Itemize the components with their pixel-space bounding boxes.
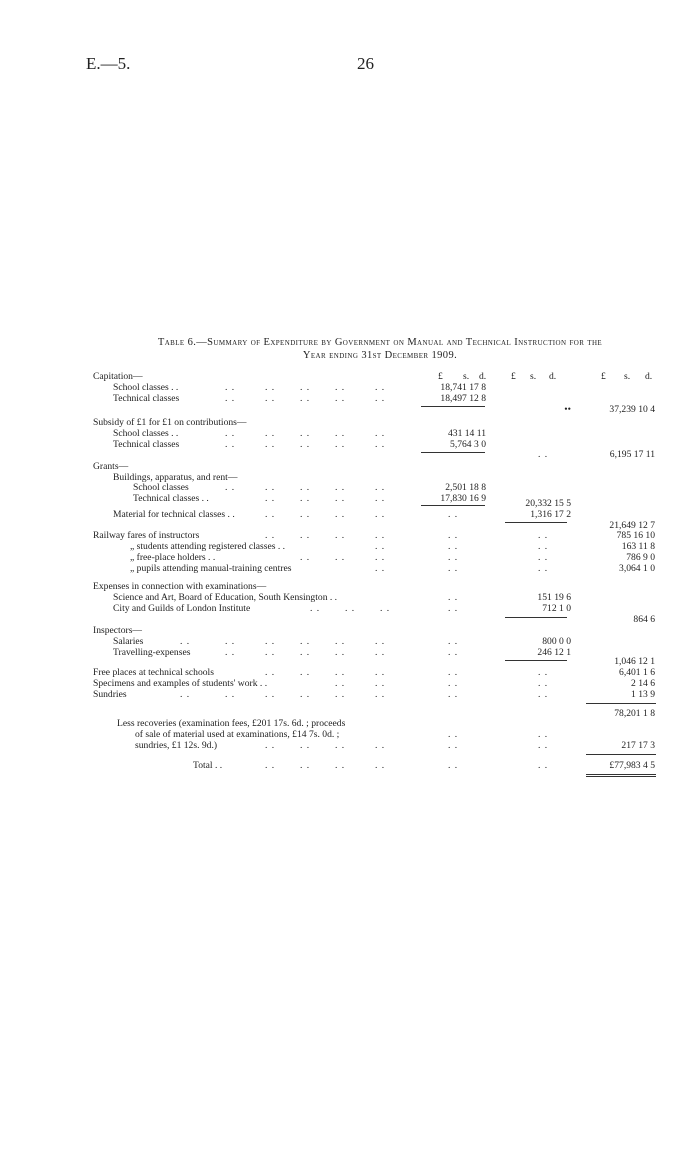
leader-dots: . . bbox=[300, 382, 311, 393]
leader-dots: . . bbox=[538, 449, 549, 460]
column-1-value: 2,501 18 8 bbox=[445, 482, 486, 493]
row-label: Expenses in connection with examinations— bbox=[93, 581, 267, 592]
column-1-value: 5,764 3 0 bbox=[450, 439, 486, 450]
row-label: „ students attending registered classes . . bbox=[130, 541, 286, 552]
row-label: of sale of material used at examinations, £14 7s. 0d. ; bbox=[135, 729, 340, 740]
row-label: School classes . . bbox=[113, 428, 179, 439]
column-2-value: 20,332 15 5 bbox=[525, 498, 571, 509]
table-row bbox=[0, 541, 700, 552]
leader-dots: . . bbox=[375, 439, 386, 450]
leader-dots: . . bbox=[335, 393, 346, 404]
leader-dots: . . bbox=[265, 667, 276, 678]
column-1-value: 431 14 11 bbox=[447, 428, 486, 439]
rule bbox=[586, 754, 656, 755]
total-value: £77,983 4 5 bbox=[609, 760, 655, 771]
leader-dots: . . bbox=[335, 678, 346, 689]
leader-dots: . . bbox=[335, 509, 346, 520]
column-2-value: 246 12 1 bbox=[537, 647, 571, 658]
table-row bbox=[0, 482, 700, 493]
table-row bbox=[0, 614, 700, 625]
column-3-value: 1,046 12 1 bbox=[614, 656, 655, 667]
leader-dots: . . bbox=[310, 603, 321, 614]
page-number: 26 bbox=[357, 54, 374, 73]
row-label: Less recoveries (examination fees, £201 17s. 6d. ; proceeds bbox=[117, 718, 346, 729]
leader-dots: . . bbox=[225, 647, 236, 658]
leader-dots: . . bbox=[375, 530, 386, 541]
column-3-value: 163 11 8 bbox=[621, 541, 655, 552]
column-2-value: 800 0 0 bbox=[542, 636, 571, 647]
leader-dots: . . bbox=[375, 493, 386, 504]
leader-dots: . . bbox=[300, 482, 311, 493]
total-label: Total . . bbox=[193, 760, 223, 771]
row-label: Subsidy of £1 for £1 on contributions— bbox=[93, 417, 247, 428]
row-label: Sundries bbox=[93, 689, 127, 700]
double-rule bbox=[586, 774, 656, 777]
table-row bbox=[0, 718, 700, 729]
leader-dots: . . bbox=[265, 393, 276, 404]
column-3-value: 217 17 3 bbox=[621, 740, 655, 751]
leader-dots: . . bbox=[375, 740, 386, 751]
row-label: School classes . . bbox=[113, 382, 179, 393]
leader-dots: . . bbox=[538, 729, 549, 740]
table-row bbox=[0, 498, 700, 509]
table-row bbox=[0, 509, 700, 520]
leader-dots: . . bbox=[300, 439, 311, 450]
leader-dots: . . bbox=[375, 647, 386, 658]
shilling-header: s. bbox=[463, 371, 470, 382]
leader-dots: . . bbox=[448, 647, 459, 658]
leader-dots: . . bbox=[375, 428, 386, 439]
row-label: Material for technical classes . . bbox=[113, 509, 235, 520]
leader-dots: . . bbox=[345, 603, 356, 614]
column-2-value: 1,316 17 2 bbox=[530, 509, 571, 520]
table-row bbox=[0, 530, 700, 541]
leader-dots: . . bbox=[538, 760, 549, 771]
row-label: Technical classes bbox=[113, 439, 180, 450]
leader-dots: . . bbox=[448, 678, 459, 689]
leader-dots: . . bbox=[335, 647, 346, 658]
table-row bbox=[0, 371, 700, 382]
leader-dots: . . bbox=[448, 530, 459, 541]
column-3-value: 864 6 bbox=[633, 614, 655, 625]
leader-dots: . . bbox=[225, 689, 236, 700]
table-row bbox=[0, 667, 700, 678]
leader-dots: . . bbox=[225, 428, 236, 439]
leader-dots: . . bbox=[300, 760, 311, 771]
leader-dots: . . bbox=[335, 552, 346, 563]
leader-dots: . . bbox=[300, 647, 311, 658]
row-label: Grants— bbox=[93, 461, 129, 472]
leader-dots: . . bbox=[265, 428, 276, 439]
leader-dots: . . bbox=[335, 740, 346, 751]
leader-dots: . . bbox=[448, 541, 459, 552]
pence-header: d. bbox=[549, 371, 557, 382]
leader-dots: . . bbox=[300, 636, 311, 647]
leader-dots: . . bbox=[375, 552, 386, 563]
row-label: Inspectors— bbox=[93, 625, 143, 636]
leader-dots: . . bbox=[448, 636, 459, 647]
leader-dots: . . bbox=[448, 552, 459, 563]
leader-dots: . . bbox=[375, 393, 386, 404]
leader-dots: . . bbox=[448, 667, 459, 678]
leader-dots: . . bbox=[335, 482, 346, 493]
leader-dots: . . bbox=[538, 678, 549, 689]
pence-header: d. bbox=[645, 371, 653, 382]
table-row bbox=[0, 404, 700, 415]
leader-dots: . . bbox=[448, 729, 459, 740]
leader-dots: . . bbox=[538, 530, 549, 541]
table-title-line2: Year ending 31st December 1909. bbox=[302, 350, 458, 361]
leader-dots: . . bbox=[225, 482, 236, 493]
row-label: Technical classes bbox=[113, 393, 180, 404]
pence-header: d. bbox=[479, 371, 487, 382]
column-3-value: 785 16 10 bbox=[616, 530, 655, 541]
table-row bbox=[0, 603, 700, 614]
column-3-value: 1 13 9 bbox=[631, 689, 655, 700]
table-row bbox=[0, 449, 700, 460]
row-label: School classes bbox=[133, 482, 189, 493]
leader-dots: . . bbox=[335, 428, 346, 439]
leader-dots: . . bbox=[375, 667, 386, 678]
column-2-value: 712 1 0 bbox=[542, 603, 571, 614]
leader-dots: . . bbox=[335, 636, 346, 647]
row-label: Travelling-expenses bbox=[113, 647, 191, 658]
row-label: „ free-place holders . . bbox=[130, 552, 216, 563]
leader-dots: . . bbox=[265, 439, 276, 450]
leader-dots: . . bbox=[448, 509, 459, 520]
leader-dots: . . bbox=[375, 509, 386, 520]
leader-dots: . . bbox=[375, 541, 386, 552]
leader-dots: . . bbox=[265, 493, 276, 504]
leader-dots: . . bbox=[380, 603, 391, 614]
table-row bbox=[0, 461, 700, 472]
leader-dots: . . bbox=[375, 563, 386, 574]
leader-dots: . . bbox=[335, 667, 346, 678]
row-label: „ pupils attending manual-training centres bbox=[130, 563, 292, 574]
pound-header: £ bbox=[438, 371, 443, 382]
leader-dots: . . bbox=[375, 382, 386, 393]
row-label: Technical classes . . bbox=[133, 493, 209, 504]
leader-dots: . . bbox=[265, 647, 276, 658]
leader-dots: . . bbox=[300, 740, 311, 751]
row-label: Capitation— bbox=[93, 371, 143, 382]
table-row bbox=[0, 428, 700, 439]
leader-dots: . . bbox=[375, 689, 386, 700]
table-row bbox=[0, 417, 700, 428]
table-row bbox=[0, 393, 700, 404]
table-row bbox=[0, 592, 700, 603]
leader-dots: . . bbox=[300, 530, 311, 541]
column-1-value: 17,830 16 9 bbox=[440, 493, 486, 504]
table-row bbox=[0, 740, 700, 751]
row-label: Science and Art, Board of Education, South Kensington . . bbox=[113, 592, 338, 603]
column-3-value: 37,239 10 4 bbox=[609, 404, 655, 415]
leader-dots: . . bbox=[335, 382, 346, 393]
column-1-value: 18,497 12 8 bbox=[440, 393, 486, 404]
leader-dots: . . bbox=[300, 393, 311, 404]
leader-dots: . . bbox=[448, 689, 459, 700]
leader-dots: . . bbox=[300, 689, 311, 700]
leader-dots: . . bbox=[180, 689, 191, 700]
leader-dots: . . bbox=[375, 482, 386, 493]
column-3-value: 78,201 1 8 bbox=[614, 708, 655, 719]
leader-dots: . . bbox=[538, 740, 549, 751]
leader-dots: . . bbox=[448, 760, 459, 771]
table-title: Table 6.—Summary of Expenditure by Government on Manual and Technical Instruction for the bbox=[157, 337, 603, 348]
row-label: City and Guilds of London Institute bbox=[113, 603, 251, 614]
column-2-value: •• bbox=[564, 404, 571, 415]
leader-dots: . . bbox=[300, 509, 311, 520]
shilling-header: s. bbox=[624, 371, 631, 382]
leader-dots: . . bbox=[375, 760, 386, 771]
leader-dots: . . bbox=[300, 552, 311, 563]
row-label: sundries, £1 12s. 9d.) bbox=[135, 740, 218, 751]
leader-dots: . . bbox=[538, 563, 549, 574]
rule bbox=[586, 703, 656, 704]
leader-dots: . . bbox=[335, 439, 346, 450]
table-row bbox=[0, 552, 700, 563]
leader-dots: . . bbox=[538, 689, 549, 700]
leader-dots: . . bbox=[335, 530, 346, 541]
leader-dots: . . bbox=[375, 678, 386, 689]
column-1-value: 18,741 17 8 bbox=[440, 382, 486, 393]
leader-dots: . . bbox=[538, 541, 549, 552]
table-row bbox=[0, 625, 700, 636]
leader-dots: . . bbox=[265, 689, 276, 700]
column-3-value: 2 14 6 bbox=[631, 678, 655, 689]
leader-dots: . . bbox=[448, 563, 459, 574]
table-row bbox=[0, 382, 700, 393]
pound-header: £ bbox=[601, 371, 606, 382]
leader-dots: . . bbox=[265, 382, 276, 393]
column-3-value: 6,401 1 6 bbox=[619, 667, 655, 678]
document-code: E.—5. bbox=[86, 54, 131, 73]
leader-dots: . . bbox=[300, 428, 311, 439]
table-row bbox=[0, 729, 700, 740]
table-row bbox=[0, 581, 700, 592]
leader-dots: . . bbox=[448, 592, 459, 603]
leader-dots: . . bbox=[538, 667, 549, 678]
leader-dots: . . bbox=[225, 439, 236, 450]
leader-dots: . . bbox=[448, 603, 459, 614]
leader-dots: . . bbox=[225, 382, 236, 393]
table-row bbox=[0, 656, 700, 667]
table-row bbox=[0, 563, 700, 574]
table-row bbox=[0, 636, 700, 647]
leader-dots: . . bbox=[335, 493, 346, 504]
leader-dots: . . bbox=[265, 740, 276, 751]
column-3-value: 786 9 0 bbox=[626, 552, 655, 563]
row-label: Railway fares of instructors bbox=[93, 530, 200, 541]
table-row bbox=[0, 689, 700, 700]
row-label: Specimens and examples of students' work . . bbox=[93, 678, 268, 689]
leader-dots: . . bbox=[265, 482, 276, 493]
leader-dots: . . bbox=[265, 530, 276, 541]
column-2-value: 151 19 6 bbox=[537, 592, 571, 603]
leader-dots: . . bbox=[538, 552, 549, 563]
leader-dots: . . bbox=[335, 689, 346, 700]
row-label: Salaries bbox=[113, 636, 144, 647]
leader-dots: . . bbox=[265, 509, 276, 520]
leader-dots: . . bbox=[300, 493, 311, 504]
table-row bbox=[0, 678, 700, 689]
row-label: Free places at technical schools bbox=[93, 667, 214, 678]
leader-dots: . . bbox=[335, 760, 346, 771]
leader-dots: . . bbox=[265, 636, 276, 647]
leader-dots: . . bbox=[180, 636, 191, 647]
table-row bbox=[0, 760, 700, 771]
leader-dots: . . bbox=[225, 636, 236, 647]
column-3-value: 21,649 12 7 bbox=[609, 520, 655, 531]
column-3-value: 6,195 17 11 bbox=[609, 449, 655, 460]
leader-dots: . . bbox=[265, 760, 276, 771]
leader-dots: . . bbox=[225, 393, 236, 404]
leader-dots: . . bbox=[375, 636, 386, 647]
pound-header: £ bbox=[511, 371, 516, 382]
leader-dots: . . bbox=[300, 667, 311, 678]
column-3-value: 3,064 1 0 bbox=[619, 563, 655, 574]
shilling-header: s. bbox=[530, 371, 537, 382]
leader-dots: . . bbox=[448, 740, 459, 751]
row-label: Buildings, apparatus, and rent— bbox=[113, 472, 238, 483]
